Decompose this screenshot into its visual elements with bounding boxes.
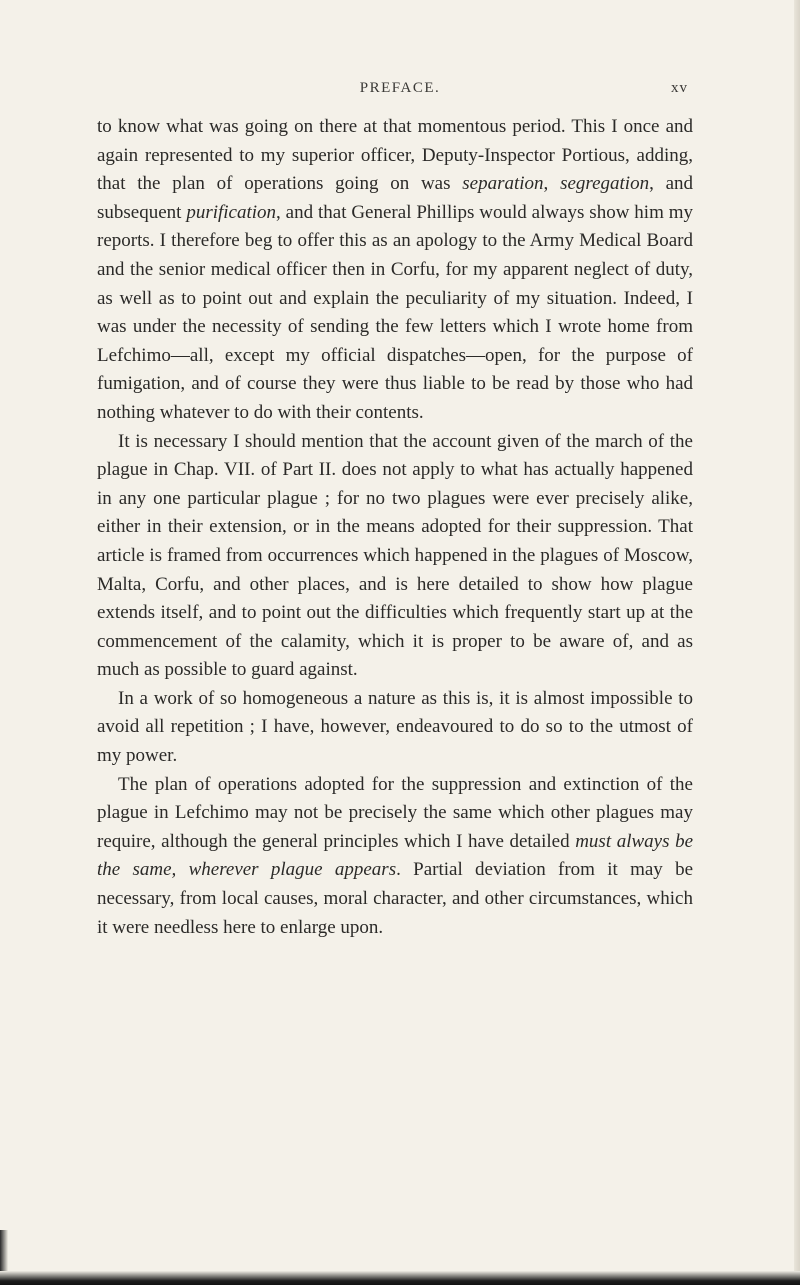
italic-text: must always be the same, wherever plague appears bbox=[97, 830, 693, 881]
text-segment: to know what was going on there at that momentous period. This I once and again represented to my superior officer, Deputy-Inspector Portious, adding, that the plan of operations going on was bbox=[97, 116, 693, 195]
text-segment: The plan of operations adopted for the suppression and extinction of the plague in Lefchimo may not be precisely the same which other plagues may require, although the general principles which I have detailed bbox=[97, 773, 693, 852]
italic-text: purification bbox=[186, 201, 277, 223]
page-bottom-edge bbox=[0, 1271, 800, 1285]
text-segment: . Partial deviation from it may be necessary, from local causes, moral character, and other circumstances, which it were needless here to enlarge upon. bbox=[97, 859, 694, 938]
text-segment: It is necessary I should mention that the account given of the march of the plague in Chap. VII. of Part II. does not apply to what has actually happened in any one particular plague ; for no two plagues were ever precisely alike, either in their extension, or in the means adopted for their suppression. That article is framed from occurrences which happened in the plagues of Moscow, Malta, Corfu, and other places, and is here detailed to show how plague extends itself, and to point out the difficulties which frequently start up at the commencement of the calamity, which it is proper to be aware of, and as much as possible to guard against. bbox=[97, 430, 693, 681]
paragraph bbox=[97, 771, 693, 943]
page-number: xv bbox=[671, 80, 688, 96]
page-edge-shadow bbox=[794, 0, 800, 1285]
text-segment: , bbox=[543, 173, 561, 195]
paragraph bbox=[97, 113, 693, 428]
text-segment: , and that General Phillips would always show him my reports. I therefore beg to offer this as an apology to the Army Medical Board and the senior medical officer then in Corfu, for my apparent neglect of duty, as well as to point out and explain the peculiarity of my situation. Indeed, I was under the necessity of sending the few letters which I wrote home from Lefchimo—all, except my official dispatches—open, for the purpose of fumigation, and of course they were thus liable to be read by those who had nothing whatever to do with their contents. bbox=[97, 201, 693, 423]
text-segment: , and subsequent bbox=[97, 173, 694, 223]
italic-text: separation bbox=[462, 173, 544, 195]
italic-text: segregation bbox=[560, 173, 650, 195]
paragraph bbox=[97, 428, 693, 685]
paragraph bbox=[97, 685, 693, 771]
page-header bbox=[0, 80, 800, 104]
running-title: PREFACE. bbox=[359, 80, 441, 96]
text-segment: In a work of so homogeneous a nature as this is, it is almost impossible to avoid all repetition ; I have, however, endeavoured to do so to the utmost of my power. bbox=[97, 687, 693, 767]
body-text bbox=[97, 113, 693, 942]
